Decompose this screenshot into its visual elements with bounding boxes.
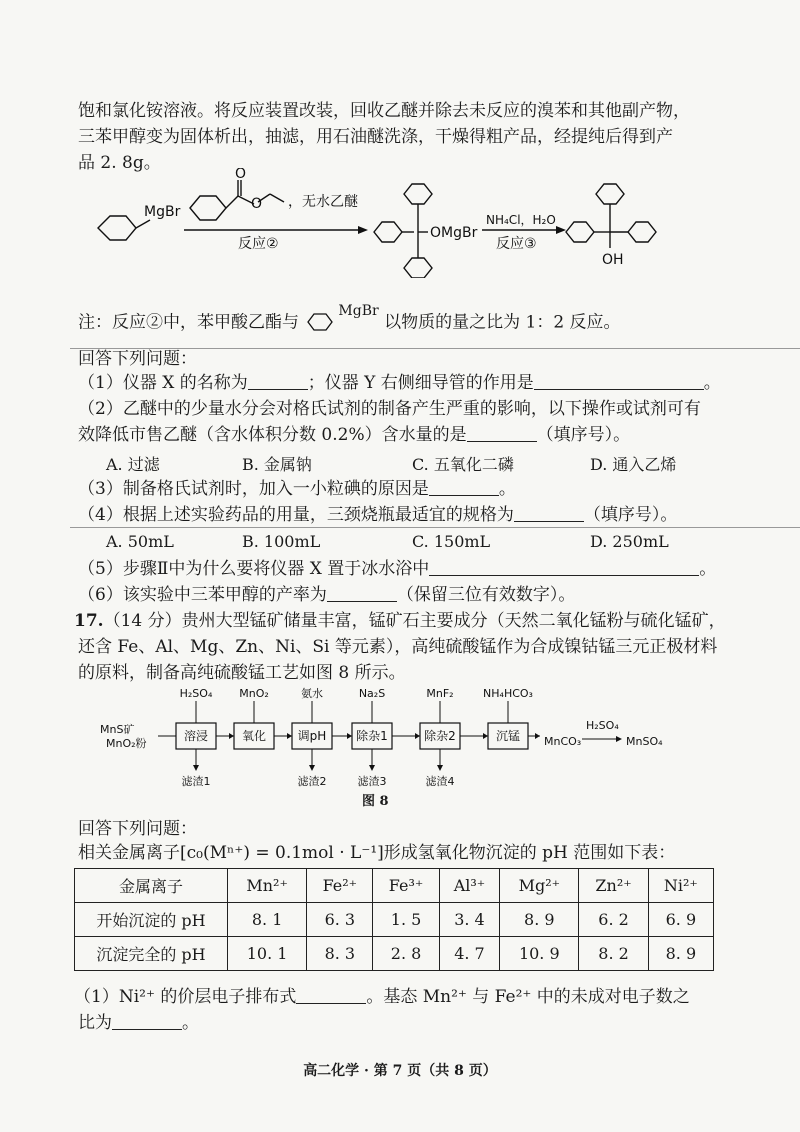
q17-1-line-1	[74, 986, 690, 1008]
flow-mid-product: MnCO₃	[544, 735, 582, 748]
product-oh: OH	[602, 252, 624, 268]
condition-top-2: NH₄Cl，H₂O	[486, 213, 556, 227]
flow-final-reagent: H₂SO₄	[586, 719, 619, 732]
q16-2-text-b: 效降低市售乙醚（含水体积分数 0.2%）含水量的是	[78, 425, 467, 445]
note-before: 注：反应②中，苯甲酸乙酯与	[78, 312, 299, 333]
q16-4-option-a: A. 50mL	[106, 532, 174, 551]
q16-2b	[78, 424, 630, 446]
intro-line-3: 品 2. 8g。	[78, 153, 161, 173]
table-header-cell: Mg²⁺	[500, 869, 579, 903]
ester-o: O	[251, 196, 263, 212]
flow-arrow-final-head	[616, 736, 622, 742]
figure-caption: 图 8	[362, 794, 389, 809]
flow-arrow-head	[287, 733, 292, 739]
flow-step-label: 溶浸	[183, 729, 209, 743]
table-cell: 4. 7	[439, 937, 500, 971]
table-cell: 沉淀完全的 pH	[75, 937, 228, 971]
flow-reagent-label: MnF₂	[426, 687, 454, 700]
q16-2-text-c: （填序号）。	[536, 425, 631, 445]
q16-3-text-a: （3）制备格氏试剂时，加入一小粒碘的原因是	[78, 479, 429, 499]
answer-blank-6[interactable]	[327, 585, 397, 602]
flow-arrow-head	[535, 733, 540, 739]
q16-5	[78, 558, 716, 580]
q16-4-option-d: D. 250mL	[590, 532, 669, 551]
flow-reagent-label: H₂SO₄	[179, 687, 213, 700]
arrow-head-1	[358, 226, 368, 234]
intermediate-omgbr: OMgBr	[430, 225, 478, 241]
flow-step-label: 除杂1	[356, 729, 388, 743]
q16-6-text-b: （保留三位有效数字）。	[396, 585, 576, 605]
flow-residue-label: 滤渣3	[357, 775, 387, 788]
q16-1	[78, 372, 721, 394]
q16-6-text-a: （6）该实验中三苯甲醇的产率为	[78, 585, 327, 605]
answer-blank-4[interactable]	[514, 505, 584, 522]
flow-residue-arrow-head	[309, 765, 315, 771]
q16-4-text-b: （填序号）。	[583, 505, 678, 525]
q17-1-text-c: 比为	[78, 1013, 112, 1033]
q17-line-3: 的原料，制备高纯硫酸锰工艺如图 8 所示。	[78, 663, 406, 683]
table-header-cell: Fe³⁺	[373, 869, 439, 903]
answer-blank-1a[interactable]	[248, 373, 308, 390]
flow-steps	[158, 686, 540, 788]
q16-4-option-b: B. 100mL	[242, 532, 321, 551]
answer-blank-2[interactable]	[467, 425, 537, 442]
q16-intro: 回答下列问题：	[78, 349, 197, 369]
flow-arrow-head	[229, 733, 234, 739]
ethyl-benzoate-icon	[190, 180, 284, 220]
q16-4-option-c: C. 150mL	[412, 532, 491, 551]
flow-arrow-head	[415, 733, 420, 739]
condition-bottom-2: 反应③	[496, 236, 537, 252]
table-cell: 8. 3	[307, 937, 373, 971]
table-cell: 开始沉淀的 pH	[75, 903, 228, 937]
table-header-cell: Zn²⁺	[579, 869, 648, 903]
phenyl-ring-icon	[304, 308, 338, 334]
q16-2-option-a: A. 过滤	[106, 455, 160, 474]
note-mgbr: MgBr	[338, 303, 379, 319]
q16-2-option-c: C. 五氧化二磷	[412, 455, 514, 474]
table-header-cell: Fe²⁺	[307, 869, 373, 903]
note-line	[78, 303, 621, 334]
answer-blank-q17-1a[interactable]	[296, 987, 366, 1004]
flow-input-2: MnO₂粉	[106, 737, 147, 750]
flow-reagent-label: MnO₂	[239, 687, 269, 700]
flow-residue-arrow-head	[193, 765, 199, 771]
flow-step-label: 氧化	[241, 729, 267, 743]
q17-1-line-2	[78, 1012, 199, 1034]
q17-line-1	[74, 610, 726, 632]
flow-step-label: 沉锰	[495, 729, 521, 743]
reaction-scheme	[88, 168, 688, 278]
triphenylmethanol-icon	[566, 184, 656, 248]
table-cell: 8. 9	[500, 903, 579, 937]
q16-4-text-a: （4）根据上述实验药品的用量，三颈烧瓶最适宜的规格为	[78, 505, 514, 525]
q16-5-text-a: （5）步骤Ⅱ中为什么要将仪器 X 置于冰水浴中	[78, 559, 430, 579]
q16-2-option-d: D. 通入乙烯	[590, 455, 677, 474]
answer-blank-1b[interactable]	[534, 373, 704, 390]
flow-step-label: 除杂2	[424, 729, 456, 743]
q17-1-text-d: 。	[182, 1013, 199, 1033]
q16-4	[78, 504, 677, 526]
ph-table	[74, 868, 714, 971]
process-flow-diagram	[96, 685, 706, 805]
flow-input-1: MnS矿	[100, 723, 135, 736]
answer-blank-5[interactable]	[429, 559, 699, 576]
carbonyl-o: O	[235, 168, 247, 182]
table-cell: 2. 8	[373, 937, 439, 971]
reagent-mgbr: MgBr	[144, 204, 181, 220]
q16-5-text-b: 。	[699, 559, 717, 579]
table-cell: 6. 3	[307, 903, 373, 937]
flow-reagent-label: 氨水	[301, 687, 323, 700]
flow-residue-arrow-head	[369, 765, 375, 771]
q16-3-text-b: 。	[498, 479, 516, 499]
table-header-cell: Ni²⁺	[648, 869, 713, 903]
intro-line-2: 三苯甲醇变为固体析出，抽滤，用石油醚洗涤，干燥得粗产品，经提纯后得到产	[78, 127, 673, 147]
table-cell: 8. 9	[648, 937, 713, 971]
arrow-head-2	[556, 226, 566, 234]
intro-line-1: 饱和氯化铵溶液。将反应装置改装，回收乙醚并除去未反应的溴苯和其他副产物，	[78, 101, 690, 121]
flow-residue-label: 滤渣2	[297, 775, 327, 788]
table-header-cell: Mn²⁺	[228, 869, 307, 903]
q16-1-text-b: ；仪器 Y 右侧细导管的作用是	[307, 373, 534, 393]
phenyl-ring-icon	[98, 216, 150, 240]
q17-line-2: 还含 Fe、Al、Mg、Zn、Ni、Si 等元素），高纯硫酸锰作为合成镍钴锰三元正极材料	[78, 637, 718, 657]
q16-1-text-a: （1）仪器 X 的名称为	[78, 373, 248, 393]
table-row	[75, 937, 714, 971]
flow-residue-label: 滤渣1	[181, 775, 211, 788]
flow-step-label: 调pH	[297, 729, 327, 743]
q17-table-intro: 相关金属离子[c₀(Mⁿ⁺) = 0.1mol · L⁻¹]形成氢氧化物沉淀的 pH 范围如下表：	[78, 843, 676, 863]
table-cell: 10. 1	[228, 937, 307, 971]
flow-reagent-label: NH₄HCO₃	[483, 687, 533, 700]
answer-blank-q17-1b[interactable]	[112, 1013, 182, 1030]
q17-answer-intro: 回答下列问题：	[78, 819, 197, 839]
trityl-mgbr-icon	[374, 184, 432, 278]
table-header-cell: Al³⁺	[439, 869, 500, 903]
table-row	[75, 903, 714, 937]
answer-blank-3[interactable]	[429, 479, 499, 496]
table-cell: 8. 2	[579, 937, 648, 971]
table-cell: 6. 9	[648, 903, 713, 937]
table-cell: 1. 5	[373, 903, 439, 937]
q17-number: 17.	[74, 611, 104, 631]
flow-arrow-head	[483, 733, 488, 739]
table-cell: 3. 4	[439, 903, 500, 937]
q16-2a: （2）乙醚中的少量水分会对格氏试剂的制备产生严重的影响，以下操作或试剂可有	[78, 399, 701, 419]
table-cell: 6. 2	[579, 903, 648, 937]
q17-1-text-b: 。基态 Mn²⁺ 与 Fe²⁺ 中的未成对电子数之	[366, 987, 690, 1007]
flow-final-product: MnSO₄	[626, 735, 663, 748]
flow-arrow-head	[347, 733, 352, 739]
q16-3	[78, 478, 516, 500]
q17-1-text-a: （1）Ni²⁺ 的价层电子排布式	[74, 987, 297, 1007]
q16-6	[78, 584, 575, 606]
table-header-row	[75, 869, 714, 903]
table-header-cell: 金属离子	[75, 869, 228, 903]
table-cell: 8. 1	[228, 903, 307, 937]
condition-top-1: ，无水乙醚	[288, 194, 358, 210]
flow-reagent-label: Na₂S	[358, 687, 386, 700]
condition-bottom-1: 反应②	[238, 236, 279, 252]
flow-residue-arrow-head	[437, 765, 443, 771]
flow-residue-label: 滤渣4	[425, 775, 455, 788]
table-cell: 10. 9	[500, 937, 579, 971]
q16-1-text-c: 。	[703, 373, 721, 393]
note-after: 以物质的量之比为 1：2 反应。	[384, 312, 621, 333]
page-footer: 高二化学 · 第 7 页（共 8 页）	[303, 1063, 497, 1079]
q16-2-option-b: B. 金属钠	[242, 455, 312, 474]
q17-text-1: （14 分）贵州大型锰矿储量丰富，锰矿石主要成分（天然二氧化锰粉与硫化锰矿，	[103, 611, 726, 631]
